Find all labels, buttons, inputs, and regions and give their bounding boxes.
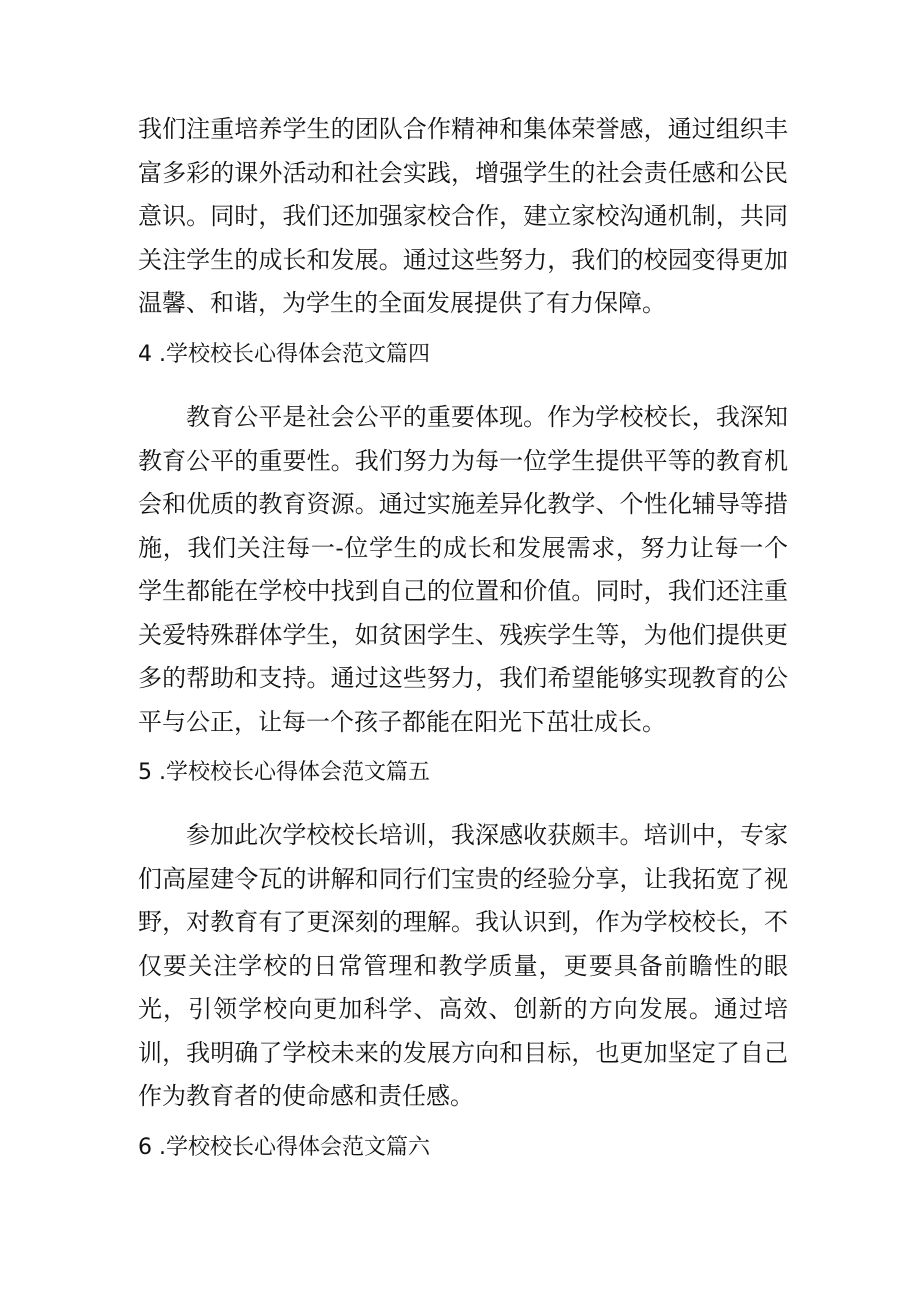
paragraph-continued: 我们注重培养学生的团队合作精神和集体荣誉感，通过组织丰富多彩的课外活动和社会实践，增强学生的社会责任感和公民意识。同时，我们还加强家校合作，建立家校沟通机制，共同关注学生的成长和发展。通过这些努力，我们的校园变得更加温馨、和谐，为学生的全面发展提供了有力保障。 <box>138 115 788 317</box>
section-heading-5: 5 .学校校长心得体会范文篇五 <box>138 760 430 785</box>
section-heading-4: 4 .学校校长心得体会范文篇四 <box>138 342 430 367</box>
section-heading-6: 6 .学校校长心得体会范文篇六 <box>138 1135 430 1160</box>
paragraph-section-5: 参加此次学校校长培训，我深感收获颇丰。培训中，专家们高屋建令瓦的讲解和同行们宝贵的经验分享，让我拓宽了视野，对教育有了更深刻的理解。我认识到，作为学校校长，不仅要关注学校的日常管理和教学质量，更要具备前瞻性的眼光，引领学校向更加科学、高效、创新的方向发展。通过培训，我明确了学校未来的发展方向和目标，也更加坚定了自己作为教育者的使命感和责任感。 <box>138 821 788 1110</box>
paragraph-section-4: 教育公平是社会公平的重要体现。作为学校校长，我深知教育公平的重要性。我们努力为每一位学生提供平等的教育机会和优质的教育资源。通过实施差异化教学、个性化辅导等措施，我们关注每一-位学生的成长和发展需求，努力让每一个学生都能在学校中找到自己的位置和价值。同时，我们还注重关爱特殊群体学生，如贫困学生、残疾学生等，为他们提供更多的帮助和支持。通过这些努力，我们希望能够实现教育的公平与公正，让每一个孩子都能在阳光下茁壮成长。 <box>138 403 788 736</box>
